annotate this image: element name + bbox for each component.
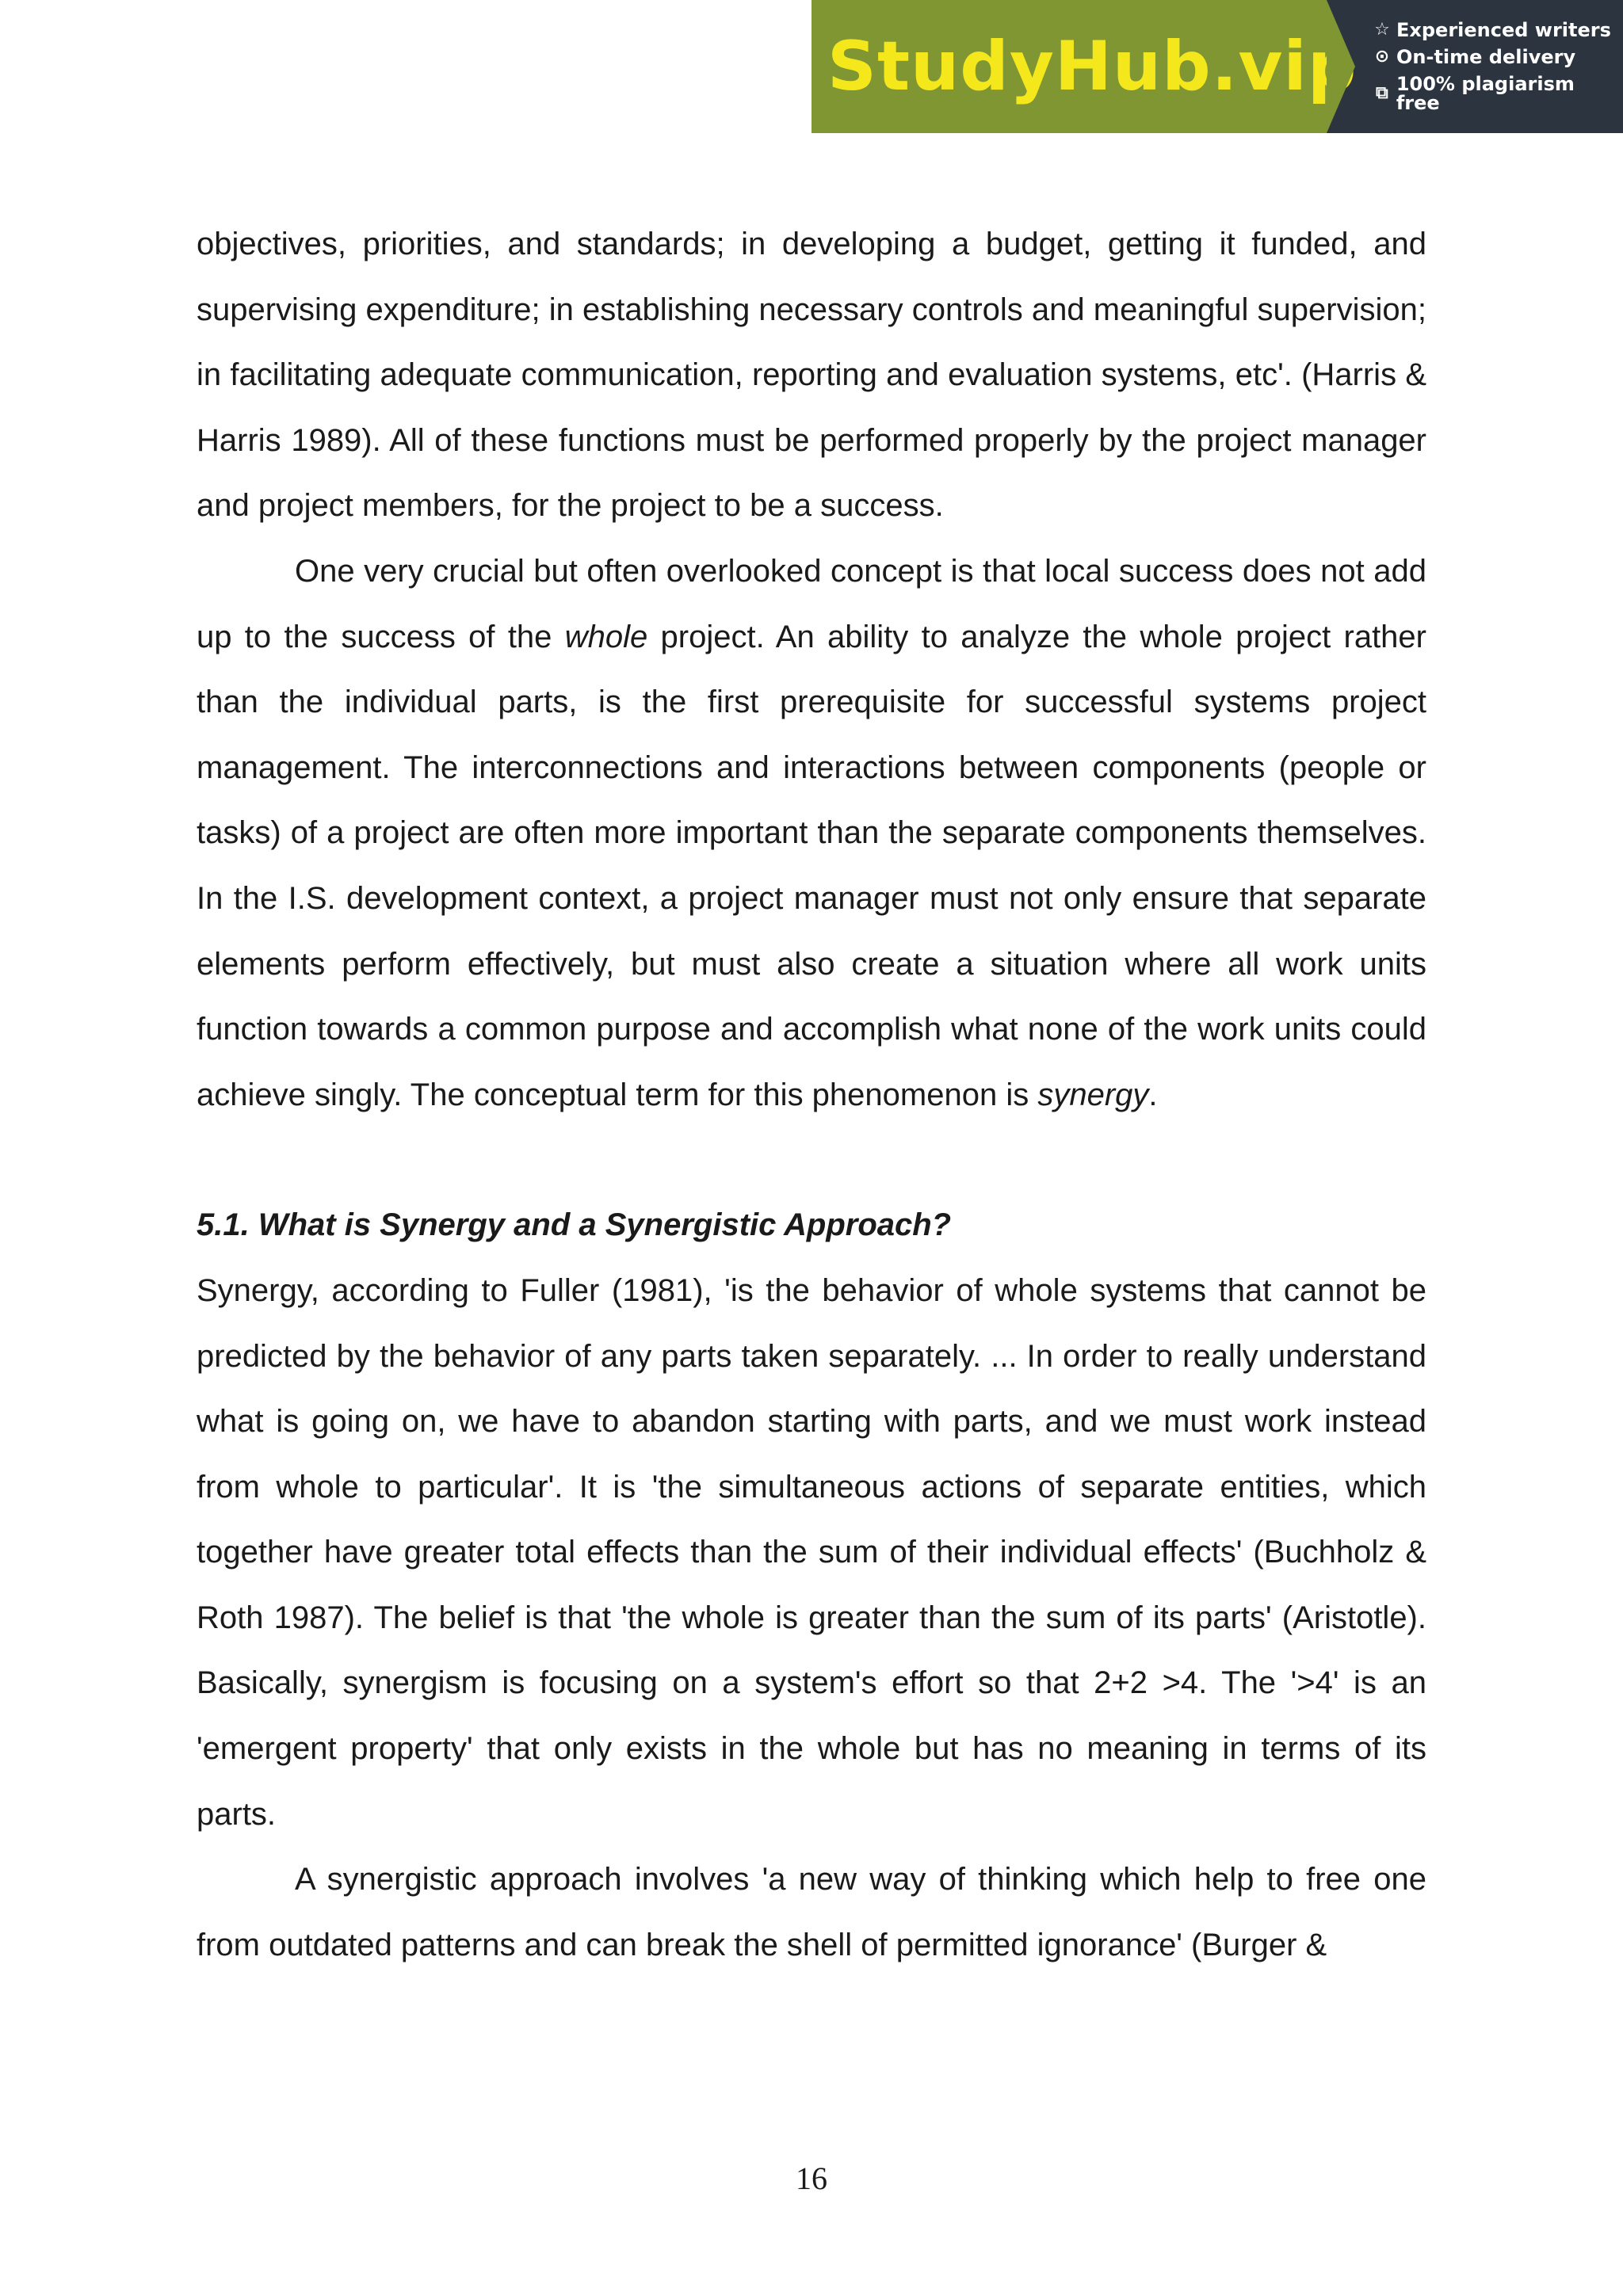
emphasis-whole: whole — [564, 619, 648, 654]
promo-banner[interactable] — [812, 0, 1623, 133]
emphasis-synergy: synergy — [1037, 1077, 1149, 1112]
paragraph-text: One very crucial but often overlooked concept is that local success does not add up to the success of the — [197, 553, 1426, 654]
feature-on-time-delivery — [1373, 48, 1623, 67]
clock-icon: ⊙ — [1374, 47, 1390, 67]
brand-name: StudyHub.vip — [827, 27, 1358, 106]
brand-logo[interactable] — [812, 0, 1358, 133]
paragraph-text: . — [1148, 1077, 1158, 1112]
feature-label: Experienced writers — [1396, 19, 1611, 41]
paragraph-synergistic-approach: A synergistic approach involves 'a new way of thinking which help to free one from outdated patterns and can break the shell of permitted ignorance' (Burger & — [197, 1862, 1426, 1962]
paragraph-synergy-definition: Synergy, according to Fuller (1981), 'is the behavior of whole systems that cannot be predicted by the behavior of any parts taken separately. ... In order to really understand what is going on, we have to abandon starting with parts, and we must work instead from whole to particular'. It is 'the simultaneous actions of separate entities, which together have greater total effects than the sum of their individual effects' (Buchholz & Roth 1987). The belief is that 'the whole is greater than the sum of its parts' (Aristotle). Basically, synergism is focusing on a system's effort so that 2+2 >4. The '>4' is an 'emergent property' that only exists in the whole but has no meaning in terms of its parts. — [197, 1272, 1426, 1832]
paragraph-text: objectives, priorities, and standards; in developing a budget, getting it funded, and supervising expenditure; in establishing necessary controls and meaningful supervision; in facilitating adequate communication, reporting and evaluation systems, etc'. (Harris & Harris 1989). All of these functions must be performed properly by the project manager and project members, for the project to be a success. — [197, 227, 1426, 524]
feature-label: 100% plagiarism free — [1396, 73, 1575, 114]
feature-experienced-writers — [1373, 21, 1623, 40]
feature-list — [1327, 0, 1623, 133]
page-number: 16 — [796, 2161, 827, 2196]
feature-plagiarism-free — [1373, 74, 1623, 113]
paragraph-text: project. An ability to analyze the whole project rather than the individual parts, is the first prerequisite for successful systems project management. The interconnections and interactions between components (people or tasks) of a project are often more important than the separate components themselves. In the I.S. development context, a project manager must not only ensure that separate elements perform effectively, but must also create a situation where all work units function towards a common purpose and accomplish what none of the work units could achieve singly. The conceptual term for this phenomenon is — [197, 619, 1426, 1112]
paragraph-functions — [197, 212, 1426, 539]
document-body — [197, 212, 1426, 1978]
copy-document-icon: ⧉ — [1376, 83, 1388, 103]
paragraph-local-success — [197, 539, 1426, 1127]
feature-label: On-time delivery — [1396, 46, 1576, 68]
star-outline-icon: ☆ — [1374, 20, 1390, 40]
section-heading: 5.1. What is Synergy and a Synergistic Approach? — [197, 1207, 952, 1243]
